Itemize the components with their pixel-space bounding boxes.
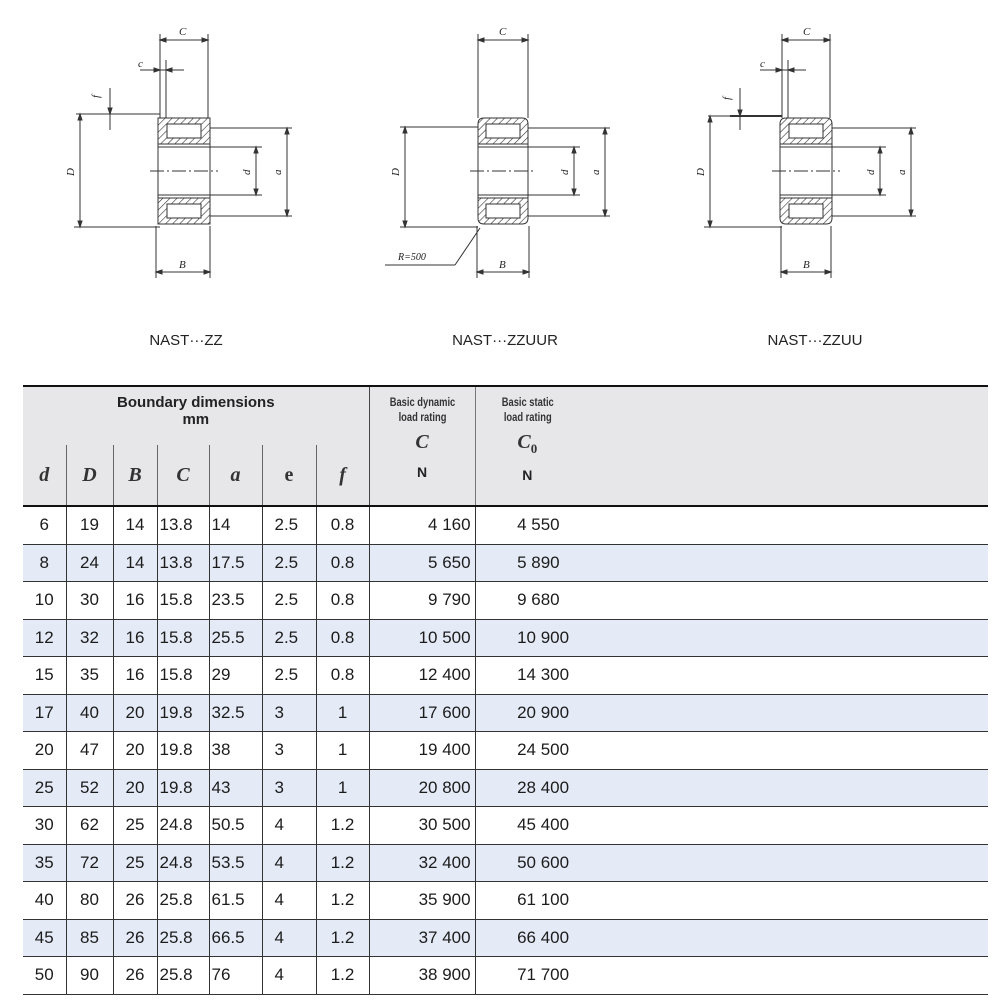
cell-static-load: [475, 957, 579, 995]
cell-d: 30: [23, 807, 66, 845]
cell-e: 2.5: [262, 544, 316, 582]
cell-B: 26: [113, 957, 157, 995]
cell-d: 20: [23, 732, 66, 770]
drawing1-label-B: B: [179, 259, 186, 271]
cell-C: 25.8: [157, 957, 209, 995]
cell-B: 16: [113, 619, 157, 657]
drawing1-label-D: D: [65, 168, 77, 176]
cell-static-load: [475, 506, 579, 544]
cell-e: 4: [262, 807, 316, 845]
dynamic-load-label: Basic dynamic load rating: [389, 395, 455, 424]
cell-B: 26: [113, 919, 157, 957]
static-load-value: 5 890: [517, 552, 560, 572]
cell-d: 35: [23, 844, 66, 882]
row-filler: [579, 506, 988, 544]
cell-f: 0.8: [316, 506, 369, 544]
table-row: [23, 807, 988, 845]
table-row: [23, 769, 988, 807]
drawing-nast-zzuur: [385, 34, 610, 278]
cell-f: 1: [316, 732, 369, 770]
cell-d: 12: [23, 619, 66, 657]
row-filler: [579, 807, 988, 845]
cell-dynamic-load: 19 400: [369, 732, 475, 770]
row-filler: [579, 769, 988, 807]
col-header-d: d: [23, 445, 66, 506]
cell-f: 1.2: [316, 919, 369, 957]
cell-static-load: [475, 694, 579, 732]
static-load-value: 14 300: [517, 665, 570, 685]
cell-a: 38: [209, 732, 262, 770]
drawing2-label-d: d: [559, 169, 571, 175]
static-load-value: 24 500: [517, 740, 570, 760]
cell-dynamic-load: 30 500: [369, 807, 475, 845]
cell-dynamic-load: 35 900: [369, 882, 475, 920]
cell-D: 24: [66, 544, 113, 582]
cell-C: 25.8: [157, 882, 209, 920]
cell-f: 0.8: [316, 619, 369, 657]
cell-static-load: [475, 544, 579, 582]
drawing2-label-C: C: [499, 26, 507, 38]
cell-B: 14: [113, 506, 157, 544]
cell-D: 40: [66, 694, 113, 732]
cell-static-load: [475, 844, 579, 882]
cell-D: 35: [66, 657, 113, 695]
cell-B: 26: [113, 882, 157, 920]
col-header-D: D: [66, 445, 113, 506]
cell-B: 20: [113, 694, 157, 732]
static-load-value: 61 100: [517, 890, 570, 910]
drawing2-label-R: R=500: [398, 252, 426, 263]
cell-C: 13.8: [157, 506, 209, 544]
cell-B: 20: [113, 732, 157, 770]
cell-e: 4: [262, 957, 316, 995]
cell-a: 17.5: [209, 544, 262, 582]
cell-C: 19.8: [157, 769, 209, 807]
table-row: [23, 919, 988, 957]
drawing3-label-B: B: [803, 259, 810, 271]
row-filler: [579, 957, 988, 995]
row-filler: [579, 919, 988, 957]
static-load-value: 45 400: [517, 815, 570, 835]
row-filler: [579, 882, 988, 920]
cell-C: 15.8: [157, 619, 209, 657]
cell-f: 1.2: [316, 807, 369, 845]
cell-static-load: [475, 732, 579, 770]
cell-d: 17: [23, 694, 66, 732]
cell-a: 50.5: [209, 807, 262, 845]
col-header-a: a: [209, 445, 262, 506]
drawing3-label-C: C: [803, 26, 811, 38]
cell-f: 0.8: [316, 582, 369, 620]
static-load-value: 66 400: [517, 927, 570, 947]
cell-e: 2.5: [262, 506, 316, 544]
cell-a: 23.5: [209, 582, 262, 620]
cell-e: 4: [262, 844, 316, 882]
drawing1-label-f: f: [90, 94, 102, 98]
drawing-nast-zz: [74, 34, 292, 278]
cell-C: 15.8: [157, 657, 209, 695]
table-row: [23, 582, 988, 620]
cell-static-load: [475, 882, 579, 920]
cell-f: 0.8: [316, 657, 369, 695]
cell-D: 19: [66, 506, 113, 544]
cell-B: 20: [113, 769, 157, 807]
row-filler: [579, 582, 988, 620]
boundary-dimensions-header: [23, 386, 369, 445]
drawings-svg: [0, 0, 1000, 372]
cell-e: 4: [262, 919, 316, 957]
drawing3-label-d: d: [865, 169, 877, 175]
cell-C: 13.8: [157, 544, 209, 582]
row-filler: [579, 657, 988, 695]
cell-dynamic-load: 37 400: [369, 919, 475, 957]
col-header-B: B: [113, 445, 157, 506]
cell-f: 1.2: [316, 882, 369, 920]
static-load-value: 28 400: [517, 777, 570, 797]
cell-d: 10: [23, 582, 66, 620]
drawing-nast-zzuu: [704, 34, 916, 278]
cell-a: 61.5: [209, 882, 262, 920]
cell-C: 24.8: [157, 844, 209, 882]
cell-C: 19.8: [157, 694, 209, 732]
table-row: [23, 619, 988, 657]
table-row: [23, 732, 988, 770]
static-load-label: Basic static load rating: [501, 395, 554, 424]
cell-e: 2.5: [262, 657, 316, 695]
drawing3-label-f: f: [721, 96, 733, 100]
header-filler: [579, 386, 988, 506]
cell-e: 3: [262, 732, 316, 770]
boundary-dimensions-title: Boundary dimensions: [117, 394, 275, 411]
cell-e: 3: [262, 694, 316, 732]
table-row: [23, 544, 988, 582]
cell-d: 45: [23, 919, 66, 957]
table-row: [23, 957, 988, 995]
cell-D: 90: [66, 957, 113, 995]
cell-static-load: [475, 582, 579, 620]
table-row: [23, 506, 988, 544]
cell-e: 2.5: [262, 619, 316, 657]
drawing3-label-c: c: [760, 58, 765, 70]
static-load-unit: N: [522, 467, 533, 483]
cell-dynamic-load: 38 900: [369, 957, 475, 995]
row-filler: [579, 619, 988, 657]
cell-a: 25.5: [209, 619, 262, 657]
caption-nast-zzuu: NAST···ZZUU: [767, 332, 863, 349]
cell-a: 43: [209, 769, 262, 807]
cell-C: 24.8: [157, 807, 209, 845]
col-header-e: e: [262, 445, 316, 506]
static-load-value: 20 900: [517, 702, 570, 722]
row-filler: [579, 732, 988, 770]
static-load-header: [475, 386, 579, 506]
drawing1-label-C: C: [179, 26, 187, 38]
cell-D: 52: [66, 769, 113, 807]
col-header-f: f: [316, 445, 369, 506]
drawing1-label-c: c: [138, 58, 143, 70]
static-load-value: 10 900: [517, 627, 570, 647]
row-filler: [579, 694, 988, 732]
caption-nast-zz: NAST···ZZ: [149, 332, 223, 349]
cell-f: 1: [316, 769, 369, 807]
cell-e: 4: [262, 882, 316, 920]
cell-dynamic-load: 5 650: [369, 544, 475, 582]
bearing-spec-table: [23, 385, 988, 995]
cell-static-load: [475, 769, 579, 807]
cell-C: 19.8: [157, 732, 209, 770]
cell-d: 8: [23, 544, 66, 582]
dynamic-load-symbol: C: [415, 431, 429, 453]
cell-f: 1.2: [316, 844, 369, 882]
cell-D: 47: [66, 732, 113, 770]
cell-static-load: [475, 807, 579, 845]
drawing1-label-d: d: [241, 169, 253, 175]
cell-B: 25: [113, 807, 157, 845]
cell-f: 1: [316, 694, 369, 732]
cell-D: 72: [66, 844, 113, 882]
drawing3-label-a: a: [896, 169, 908, 175]
cell-C: 15.8: [157, 582, 209, 620]
cell-D: 32: [66, 619, 113, 657]
spec-table-body: [23, 506, 988, 994]
cell-d: 6: [23, 506, 66, 544]
cell-a: 32.5: [209, 694, 262, 732]
cell-B: 16: [113, 582, 157, 620]
cell-static-load: [475, 657, 579, 695]
drawing2-label-a: a: [590, 169, 602, 175]
cell-dynamic-load: 10 500: [369, 619, 475, 657]
cell-e: 3: [262, 769, 316, 807]
dynamic-load-header: [369, 386, 475, 506]
dynamic-load-unit: N: [417, 464, 428, 480]
cell-a: 14: [209, 506, 262, 544]
table-row: [23, 694, 988, 732]
row-filler: [579, 844, 988, 882]
row-filler: [579, 544, 988, 582]
cell-f: 0.8: [316, 544, 369, 582]
cell-B: 16: [113, 657, 157, 695]
static-load-value: 4 550: [517, 515, 560, 535]
cell-a: 76: [209, 957, 262, 995]
cell-d: 15: [23, 657, 66, 695]
cell-f: 1.2: [316, 957, 369, 995]
cell-a: 66.5: [209, 919, 262, 957]
cell-a: 29: [209, 657, 262, 695]
cell-static-load: [475, 919, 579, 957]
col-header-C: C: [157, 445, 209, 506]
cell-a: 53.5: [209, 844, 262, 882]
cell-D: 85: [66, 919, 113, 957]
drawing2-label-D: D: [390, 168, 402, 176]
boundary-dimensions-unit: mm: [182, 411, 210, 428]
cell-D: 62: [66, 807, 113, 845]
table-row: [23, 882, 988, 920]
cell-dynamic-load: 9 790: [369, 582, 475, 620]
cell-static-load: [475, 619, 579, 657]
cell-d: 25: [23, 769, 66, 807]
cell-e: 2.5: [262, 582, 316, 620]
static-load-value: 71 700: [517, 965, 570, 985]
cell-dynamic-load: 17 600: [369, 694, 475, 732]
static-load-value: 9 680: [517, 590, 560, 610]
cell-B: 14: [113, 544, 157, 582]
cell-dynamic-load: 20 800: [369, 769, 475, 807]
caption-nast-zzuur: NAST···ZZUUR: [452, 332, 558, 349]
cell-D: 80: [66, 882, 113, 920]
drawing3-label-D: D: [695, 168, 707, 176]
drawing2-label-B: B: [499, 259, 506, 271]
cell-d: 40: [23, 882, 66, 920]
cell-dynamic-load: 32 400: [369, 844, 475, 882]
table-row: [23, 657, 988, 695]
cell-C: 25.8: [157, 919, 209, 957]
static-load-symbol: $C_0$: [517, 431, 538, 456]
cell-B: 25: [113, 844, 157, 882]
static-load-value: 50 600: [517, 852, 570, 872]
cell-d: 50: [23, 957, 66, 995]
cell-D: 30: [66, 582, 113, 620]
cell-dynamic-load: 4 160: [369, 506, 475, 544]
table-row: [23, 844, 988, 882]
drawing1-label-a: a: [272, 169, 284, 175]
cell-dynamic-load: 12 400: [369, 657, 475, 695]
bearing-drawings: [0, 0, 1000, 372]
